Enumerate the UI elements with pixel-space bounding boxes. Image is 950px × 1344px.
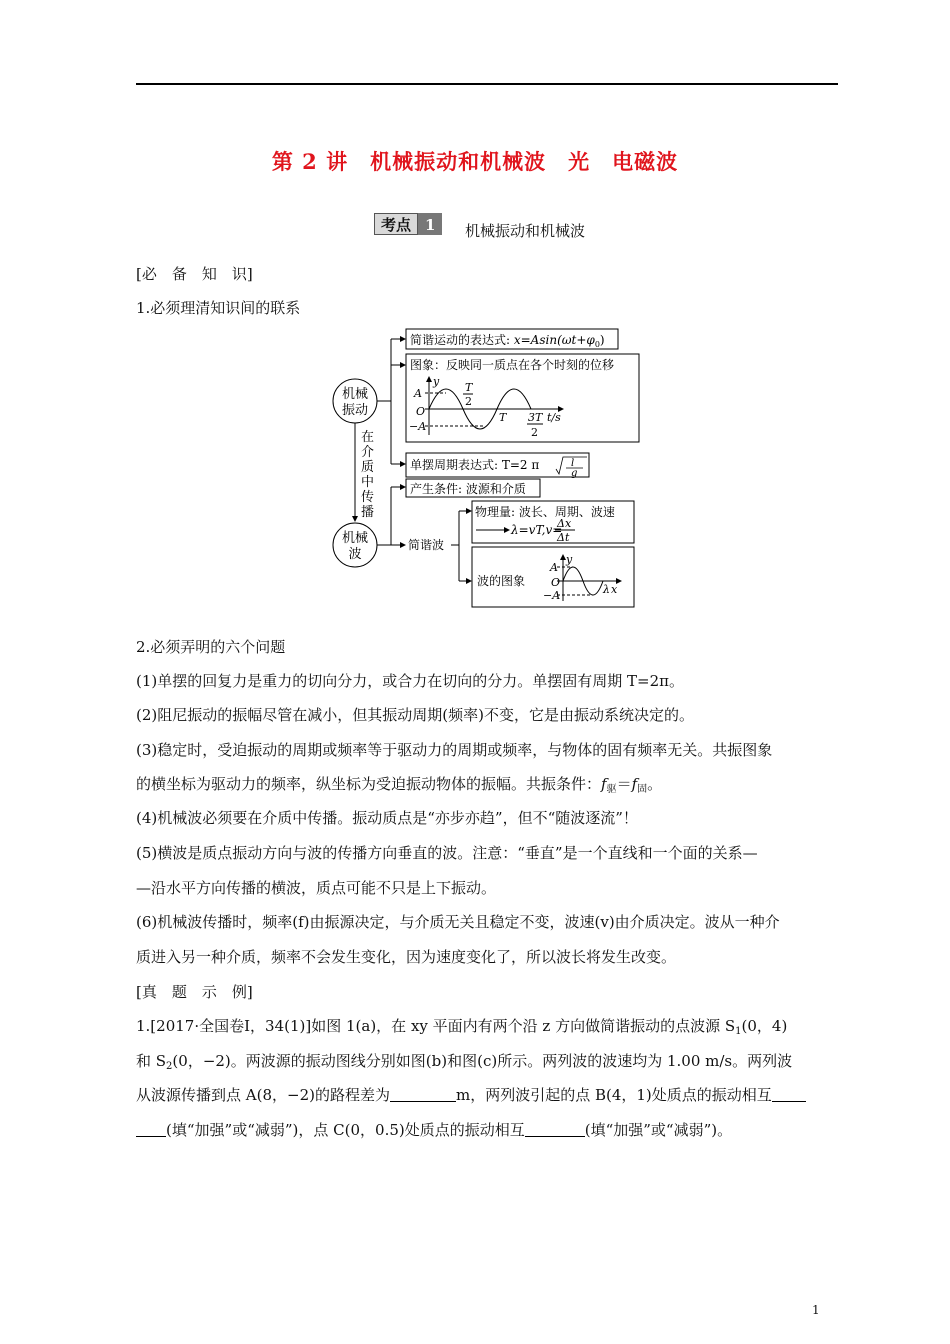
topic-title: 机械振动和机械波: [465, 222, 586, 240]
svg-text:Δt: Δt: [557, 531, 570, 544]
paragraph-4: (4)机械波必须要在介质中传播。振动质点是“亦步亦趋”，但不“随波逐流”！: [136, 809, 638, 827]
node-vibration-line2: 振动: [341, 403, 369, 418]
paragraph-2: (2)阻尼振动的振幅尽管在减小，但其振动周期(频率)不变，它是由振动系统决定的。: [136, 706, 694, 724]
svg-text:传: 传: [361, 490, 375, 505]
question-1-line-a: 1.[2017·全国卷Ⅰ，34(1)]如图 1(a)，在 xy 平面内有两个沿 z 方向做简谐振动的点波源 $S_1(0$，4): [136, 1017, 788, 1037]
answer-blank-2b[interactable]: [136, 1122, 166, 1137]
paragraph-3a: (3)稳定时，受迫振动的周期或频率等于驱动力的周期或频率，与物体的固有频率无关。共振图象: [136, 741, 773, 759]
svg-text:T: T: [499, 411, 507, 424]
svg-text:A: A: [550, 561, 558, 574]
answer-blank-3[interactable]: [525, 1122, 585, 1137]
item2-title: 2.必须弄明的六个问题: [136, 638, 286, 656]
svg-text:2: 2: [531, 426, 538, 439]
node-wave-line2: 波: [348, 547, 362, 562]
svg-text:Δx: Δx: [557, 517, 572, 530]
page-number: 1: [812, 1303, 820, 1317]
svg-text:简谐运动的表达式: x=Asin(ωt+φ0): 简谐运动的表达式: $x=Asin(\omega t+\varphi_0)$: [410, 333, 605, 349]
svg-text:l: l: [571, 458, 575, 469]
section-heading-examples: [真 题 示 例]: [136, 983, 253, 1001]
svg-text:t/s: t/s: [547, 411, 561, 424]
answer-blank-2a[interactable]: [772, 1087, 806, 1102]
box-graph-title: 图象：反映同一质点在各个时刻的位移: [410, 358, 615, 372]
lesson-title: 第 2 讲 机械振动和机械波 光 电磁波: [271, 149, 679, 174]
svg-text:质: 质: [361, 460, 375, 475]
svg-text:−A: −A: [543, 589, 561, 602]
paragraph-6a: (6)机械波传播时，频率(f)由振源决定，与介质无关且稳定不变，波速(v)由介质决定。波从一种介: [136, 913, 780, 931]
simple-wave-label: 简谐波: [408, 538, 445, 552]
node-vibration-line1: 机械: [341, 387, 369, 402]
paragraph-6b: 质进入另一种介质，频率不会发生变化，因为速度变化了，所以波长将发生改变。: [136, 948, 677, 966]
box-condition-text: 产生条件: 波源和介质: [410, 482, 526, 496]
paragraph-1: (1)单摆的回复力是重力的切向分力，或合力在切向的分力。单摆固有周期 T=2π。: [136, 672, 684, 690]
svg-text:O: O: [416, 405, 426, 418]
topic-badge-label: 考点: [374, 213, 418, 235]
svg-text:−A: −A: [409, 420, 427, 433]
question-1-line-c: 从波源传播到点 A(8，−2)的路程差为 m，两列波引起的点 B(4，1)处质点的振动相互: [136, 1085, 806, 1105]
svg-text:y: y: [566, 553, 573, 566]
svg-text:介: 介: [361, 445, 375, 460]
paragraph-5a: (5)横波是质点振动方向与波的传播方向垂直的波。注意：“垂直”是一个直线和一个面的关系—: [136, 844, 758, 862]
paragraph-3b: 的横坐标为驱动力的频率，纵坐标为受迫振动物体的振幅。共振条件：$f_驱=f_固$。: [136, 775, 663, 795]
svg-text:A: A: [414, 387, 422, 400]
box-quantities-title: 物理量: 波长、周期、波速: [475, 505, 615, 519]
svg-text:中: 中: [361, 475, 375, 490]
header-rule: [136, 83, 838, 85]
svg-text:2: 2: [465, 395, 472, 408]
question-1-line-b: 和 $S_2(0$，−2)。两波源的振动图线分别如图(b)和图(c)所示。两列波的波速均为 1.00 m/s。两列波: [136, 1052, 793, 1072]
svg-text:T: T: [465, 381, 473, 394]
svg-text:3T: 3T: [528, 411, 543, 424]
topic-badge: [374, 213, 442, 235]
paragraph-5b: —沿水平方向传播的横波，质点可能不只是上下振动。: [136, 879, 497, 897]
answer-blank-1[interactable]: [390, 1087, 456, 1102]
svg-text:x: x: [611, 583, 618, 596]
section-heading-knowledge: [必 备 知 识]: [136, 265, 253, 283]
box-pendulum-text: 单摆周期表达式: T=2 π: [410, 458, 540, 472]
svg-text:λ=vT,v=: λ=vT,v=: [511, 523, 563, 537]
svg-text:播: 播: [361, 505, 375, 520]
svg-text:在: 在: [361, 430, 375, 445]
svg-text:O: O: [551, 576, 561, 589]
vertical-label: [361, 430, 374, 520]
box-wave-graph-title: 波的图象: [477, 574, 526, 588]
svg-text:λ: λ: [603, 583, 610, 596]
knowledge-diagram: [325, 323, 645, 613]
svg-text:y: y: [433, 375, 440, 388]
node-wave-line1: 机械: [341, 531, 369, 546]
svg-text:g: g: [571, 468, 578, 479]
item1-title: 1.必须理清知识间的联系: [136, 299, 301, 317]
question-1-line-d: (填“加强”或“减弱”)，点 C(0，0.5)处质点的振动相互 (填“加强”或“减弱”)。: [136, 1120, 732, 1140]
topic-badge-number: 1: [418, 213, 442, 235]
